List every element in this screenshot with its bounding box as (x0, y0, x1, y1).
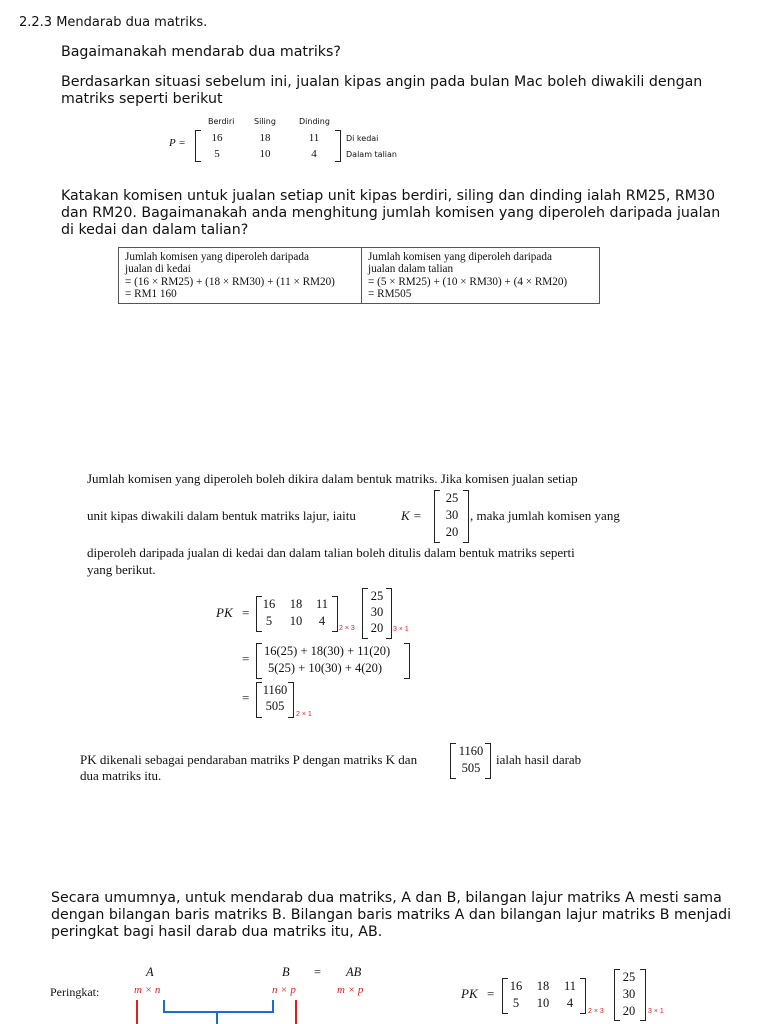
section-heading: 2.2.3 Mendarab dua matriks. (19, 15, 208, 30)
matrix-cell: 30 (622, 987, 636, 1001)
left-bracket (195, 130, 201, 162)
right-bracket (335, 130, 341, 162)
matrix-cell: 20 (622, 1004, 636, 1018)
p-order-subscript: 2 × 3 (588, 1008, 604, 1015)
k-order-subscript: 3 × 1 (648, 1008, 664, 1015)
pk-label: PK (216, 605, 233, 620)
equals-sign: = (487, 986, 495, 1001)
scan-paragraph-line4: yang berikut. (87, 562, 156, 577)
general-rule-paragraph: Secara umumnya, untuk mendarab dua matriks, A dan B, bilangan lajur matriks A mesti sama dengan bilangan baris matriks B. Bilangan baris matriks A dan bilangan lajur matriks B menjadi peringkat bagi hasil darab dua matriks itu, AB. (51, 890, 732, 940)
order-a-dims: m × n (134, 984, 161, 996)
matrix-cell: 30 (370, 605, 384, 619)
matrix-cell: 11 (308, 132, 320, 144)
matrix-cell: 20 (370, 621, 384, 635)
order-connector-b (295, 1000, 297, 1024)
pk-repeat-label: PK (461, 986, 478, 1001)
order-matrix-b: B (282, 965, 290, 979)
k-right-bracket (386, 588, 392, 639)
matrix-cell: 16 (262, 597, 276, 611)
commission-cell-talian: Jumlah komisen yang diperoleh daripada jualan dalam talian = (5 × RM25) + (10 × RM30) + (4 × RM20) = RM505 (362, 248, 600, 304)
matrix-cell: 25 (370, 589, 384, 603)
step2-row2: 5(25) + 10(30) + 4(20) (268, 661, 383, 675)
matrix-cell: 5 (214, 148, 220, 160)
order-ab-dims: m × p (337, 984, 364, 996)
order-equals: = (314, 965, 322, 979)
commission-cell-kedai: Jumlah komisen yang diperoleh daripada jualan di kedai = (16 × RM25) + (18 × RM30) + (11 × RM20) = RM1 160 (119, 248, 362, 304)
commission-question: Katakan komisen untuk jualan setiap unit kipas berdiri, siling dan dinding ialah RM25, RM30 dan RM20. Bagaimanakah anda menghitung jumlah komisen yang diperoleh daripada jualan di kedai dan dalam talian? (61, 188, 721, 238)
matrix-cell: 16 (211, 132, 223, 144)
scan-paragraph-line3: diperoleh daripada jualan di kedai dan dalam talian boleh ditulis dalam bentuk matriks seperti (87, 545, 575, 560)
matrix-cell: 10 (536, 996, 550, 1010)
left-bracket (256, 643, 262, 679)
note-line2: dua matriks itu. (80, 768, 162, 783)
matrix-cell: 25 (622, 970, 636, 984)
matrix-cell: 1160 (262, 683, 288, 697)
result-order-subscript: 2 × 1 (296, 711, 312, 718)
matrix-cell: 10 (289, 614, 303, 628)
matrix-p-figure (160, 117, 420, 167)
p-right-bracket (580, 978, 586, 1014)
order-connector-down (216, 1011, 218, 1024)
matrix-cell: 18 (289, 597, 303, 611)
equals-sign: = (242, 690, 250, 705)
matrix-cell: 4 (311, 148, 317, 160)
scan-paragraph-line2-post: , maka jumlah komisen yang (470, 508, 620, 523)
right-bracket (288, 682, 294, 718)
row-label-dalam-talian: Dalam talian (346, 150, 397, 159)
col-header-siling: Siling (254, 117, 276, 126)
right-bracket (485, 743, 491, 779)
order-label: Peringkat: (50, 985, 100, 999)
k-right-bracket (463, 490, 469, 543)
scan-paragraph-line1: Jumlah komisen yang diperoleh boleh dikira dalam bentuk matriks. Jika komisen jualan setiap (87, 471, 578, 486)
order-connector-bar (163, 1011, 274, 1013)
matrix-cell: 11 (563, 979, 577, 993)
equals-sign: = (242, 605, 250, 620)
row-label-di-kedai: Di kedai (346, 134, 379, 143)
step2-row1: 16(25) + 18(30) + 11(20) (264, 644, 391, 658)
matrix-cell: 505 (265, 699, 285, 713)
matrix-cell: 16 (509, 979, 523, 993)
k-order-subscript: 3 × 1 (393, 626, 409, 633)
order-matrix-a: A (146, 965, 154, 979)
k-right-bracket (640, 969, 646, 1021)
matrix-cell: 18 (259, 132, 271, 144)
matrix-cell: 25 (445, 491, 459, 505)
matrix-cell: 5 (265, 614, 273, 628)
matrix-cell: 1160 (458, 744, 484, 758)
question-how-multiply: Bagaimanakah mendarab dua matriks? (61, 44, 341, 60)
matrix-cell: 20 (445, 525, 459, 539)
matrix-cell: 18 (536, 979, 550, 993)
note-line1-post: ialah hasil darab (496, 752, 582, 767)
equals-sign: = (242, 651, 250, 666)
order-connector-a (136, 1000, 138, 1024)
order-b-dims: n × p (272, 984, 296, 996)
matrix-cell: 4 (566, 996, 574, 1010)
order-matrix-ab: AB (346, 965, 362, 979)
matrix-cell: 4 (318, 614, 326, 628)
matrix-cell: 10 (259, 148, 271, 160)
p-right-bracket (332, 596, 338, 632)
right-bracket (404, 643, 410, 679)
intro-paragraph: Berdasarkan situasi sebelum ini, jualan kipas angin pada bulan Mac boleh diwakili dengan matriks seperti berikut (61, 74, 703, 107)
matrix-cell: 11 (315, 597, 329, 611)
col-header-dinding: Dinding (299, 117, 330, 126)
scan-paragraph-line2-pre: unit kipas diwakili dalam bentuk matriks lajur, iaitu (87, 508, 356, 523)
matrix-cell: 5 (512, 996, 520, 1010)
col-header-berdiri: Berdiri (208, 117, 235, 126)
note-line1-pre: PK dikenali sebagai pendaraban matriks P dengan matriks K dan (80, 752, 418, 767)
p-order-subscript: 2 × 3 (339, 625, 355, 632)
matrix-p-label: P = (169, 137, 186, 149)
commission-table (118, 247, 600, 304)
matrix-cell: 505 (461, 761, 481, 775)
k-label: K = (401, 508, 422, 523)
matrix-cell: 30 (445, 508, 459, 522)
